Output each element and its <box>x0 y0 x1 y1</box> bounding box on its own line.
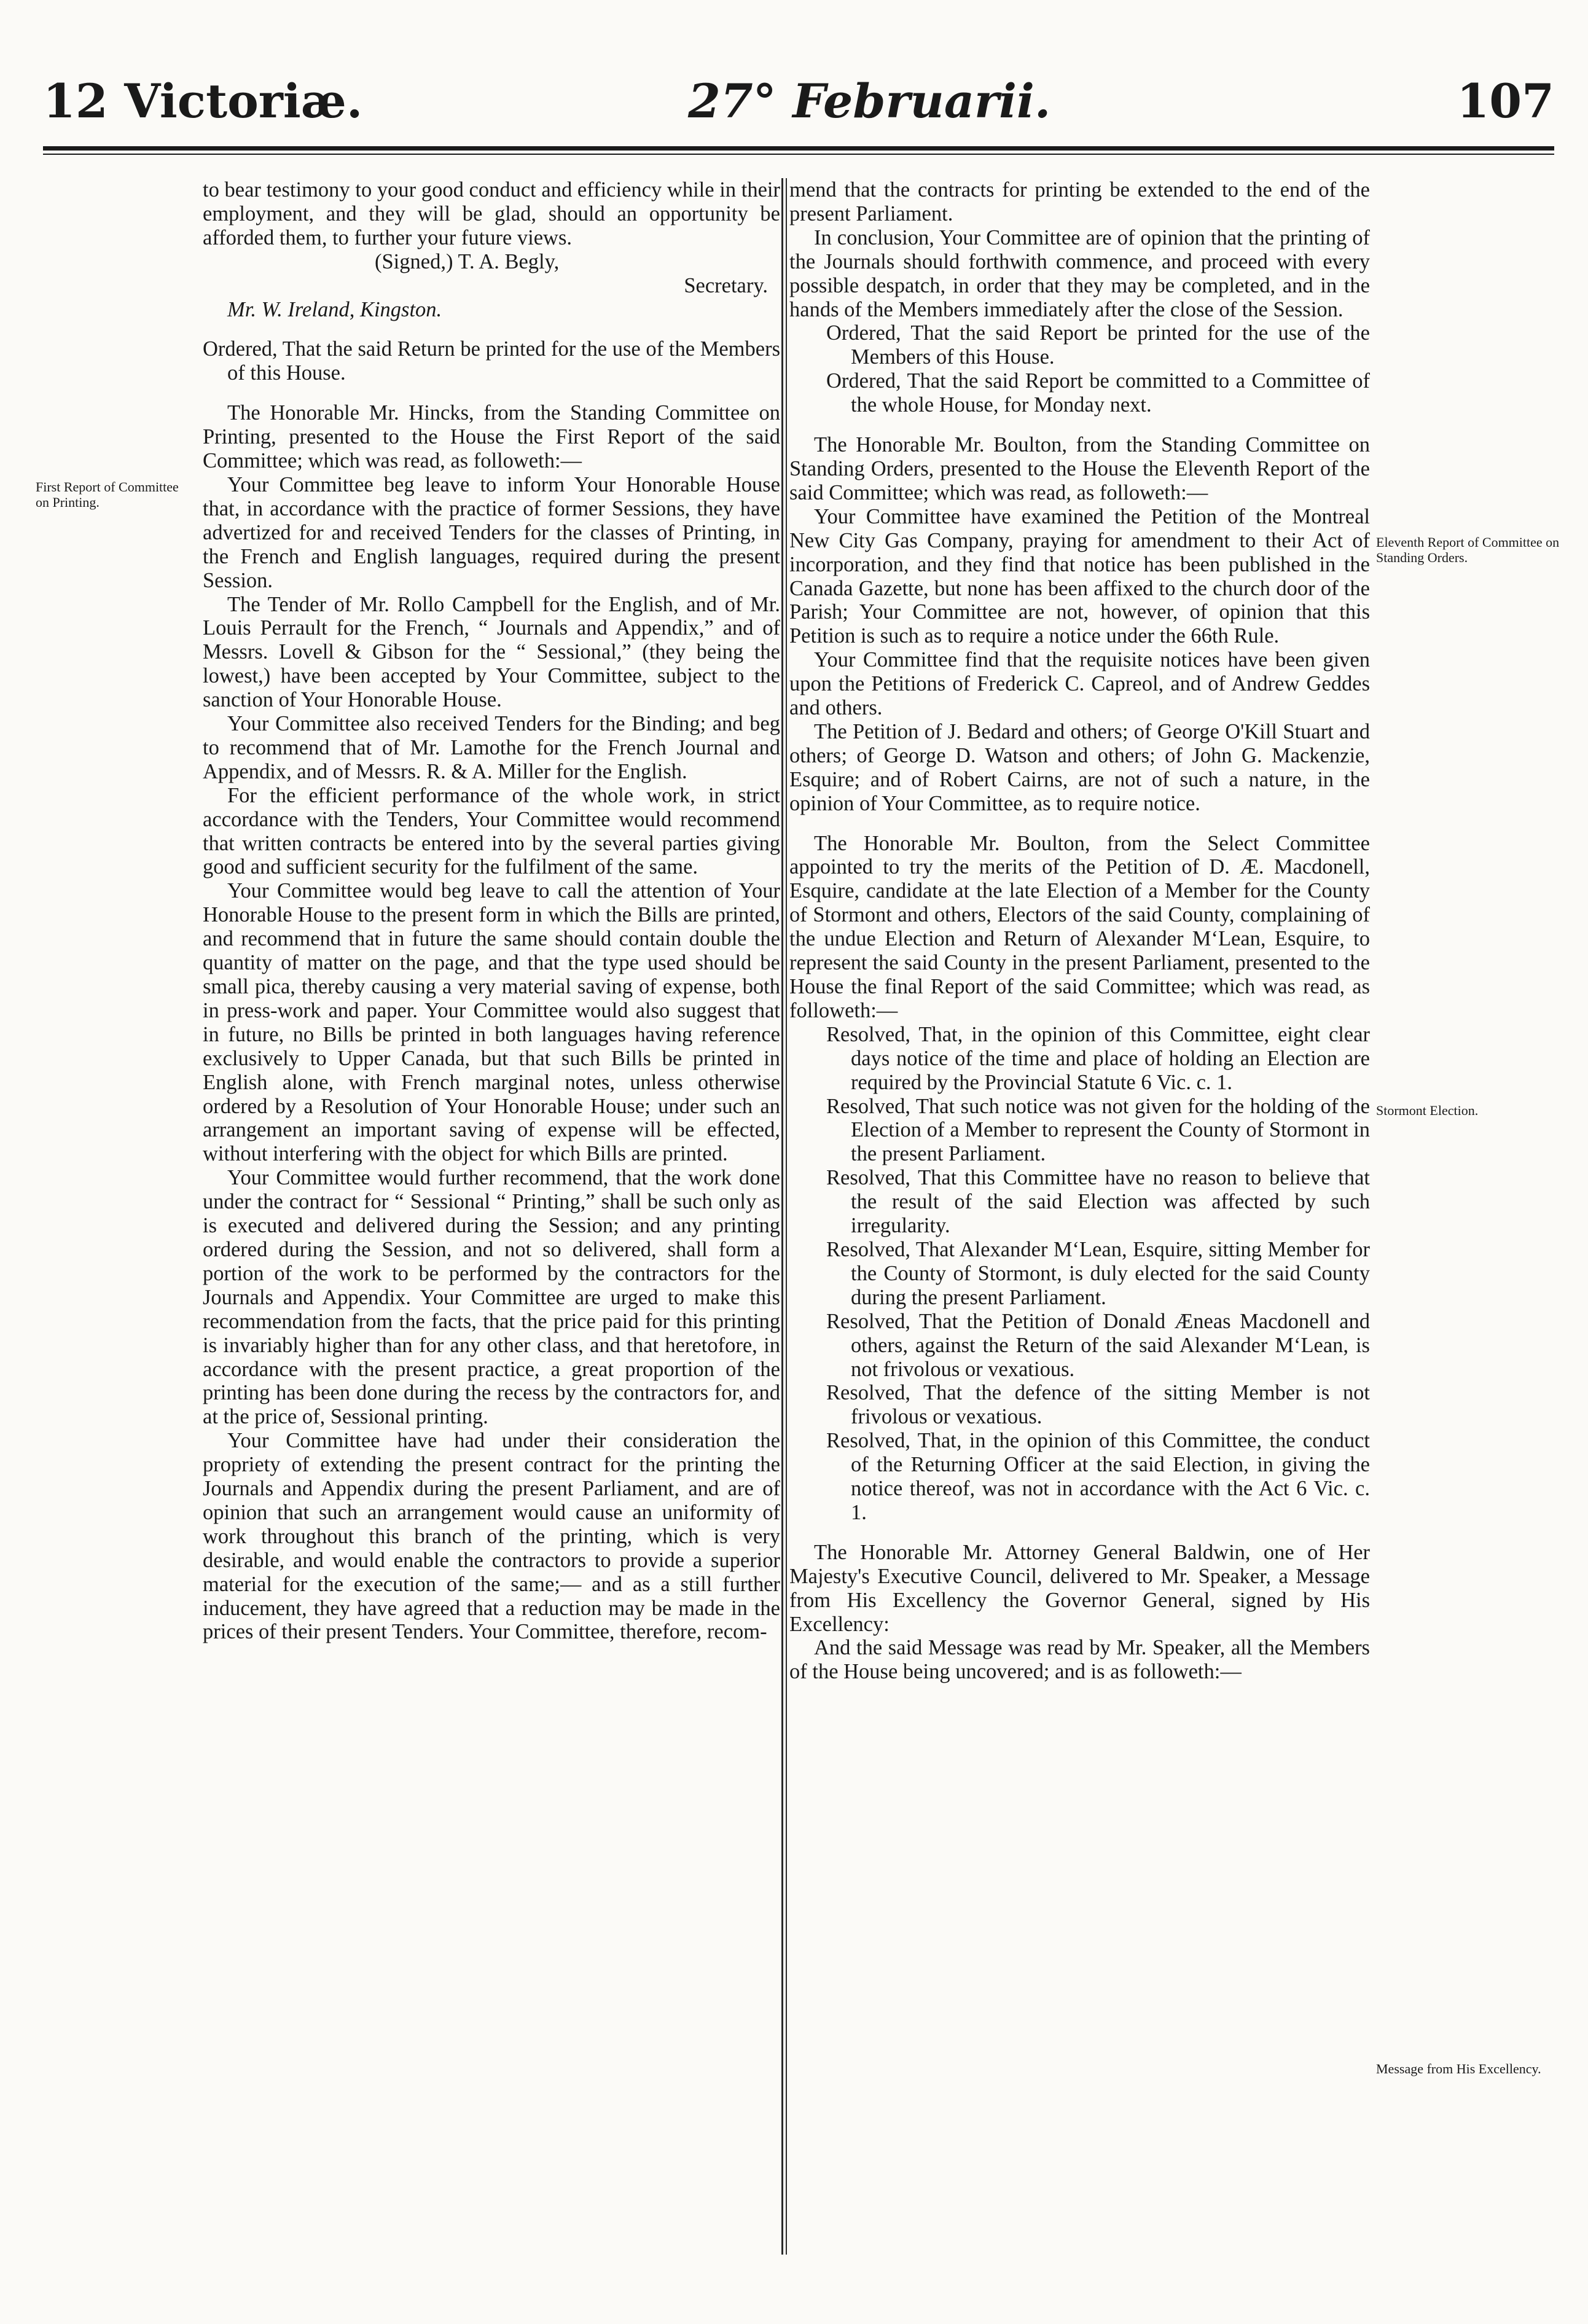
header-regnal-year: 12 Victoriæ. <box>43 74 363 128</box>
paragraph: Your Committee also received Tenders for the Binding; and beg to recommend that of Mr. Lamothe for the French Journal and Appendix, and of Messrs. R. & A. Miller for the English. <box>203 712 780 783</box>
margin-note-message: Message from His Excellency. <box>1376 2061 1541 2076</box>
running-header <box>43 74 1554 147</box>
paragraph: Your Committee have had under their consideration the propriety of extending the present contract for the printing the Journals and Appendix during the present Parliament, and are of opinion that such an arrangement would cause an uniformity of work throughout this branch of the printing, which is very desirable, and would enable the contractors to provide a superior material for the execution of the same;— and as a still further inducement, they have agreed that a reduction may be made in the prices of their present Tenders. Your Committee, therefore, recom- <box>203 1429 780 1644</box>
paragraph-boulton-report: The Honorable Mr. Boulton, from the Standing Committee on Standing Orders, presented to the House the Eleventh Report of the said Committee; which was read, as followeth:— <box>789 433 1370 504</box>
resolution: Resolved, That, in the opinion of this Committee, the conduct of the Returning Officer at the said Election, in giving the notice thereof, was not in accordance with the Act 6 Vic. c. 1. <box>826 1429 1370 1524</box>
order-print-report: Ordered, That the said Report be printed for the use of the Members of this House. <box>826 321 1370 369</box>
resolution: Resolved, That the Petition of Donald Æneas Macdonell and others, against the Return of the said Alexander M‘Lean, is not frivolous or vexatious. <box>826 1309 1370 1381</box>
margin-note-eleventh-report: Eleventh Report of Committee on Standing Orders. <box>1376 534 1560 565</box>
header-date: 27° Februarii. <box>688 74 1051 128</box>
resolution: Resolved, That, in the opinion of this Committee, eight clear days notice of the time and place of holding an Election are required by the Provincial Statute 6 Vic. c. 1. <box>826 1022 1370 1094</box>
paragraph: Your Committee would further recommend, that the work done under the contract for “ Sessional “ Printing,” shall be such only as is executed and delivered during the Session; and any printing ordered during the Session, and not so delivered, shall form a portion of the work to be performed by the contractors for the Journals and Appendix. Your Committee are urged to make this recommendation from the facts, that the price paid for this printing is invariably higher than for any other class, and that heretofore, in accordance with the present practice, a great proportion of the printing has been done during the recess by the contractors for, and at the price of, Sessional printing. <box>203 1166 780 1429</box>
paragraph: mend that the contracts for printing be extended to the end of the present Parliament. <box>789 178 1370 225</box>
margin-note-stormont: Stormont Election. <box>1376 1103 1479 1118</box>
paragraph: to bear testimony to your good conduct and efficiency while in their employment, and they will be glad, should an opportunity be afforded them, to further your future views. <box>203 178 780 249</box>
paragraph-stormont-report: The Honorable Mr. Boulton, from the Select Committee appointed to try the merits of the Petition of D. Æ. Macdonell, Esquire, candidate at the late Election of a Member for the County of Stormont and others, Electors of the said County, complaining of the undue Election and Return of Alexander M‘Lean, Esquire, to represent the said County in the present Parliament, presented to the House the final Report of the said Committee; which was read, as followeth:— <box>789 831 1370 1022</box>
paragraph: Your Committee find that the requisite notices have been given upon the Petitions of Frederick C. Capreol, and of Andrew Geddes and others. <box>789 648 1370 720</box>
paragraph: For the efficient performance of the whole work, in strict accordance with the Tenders, Your Committee would recommend that written contracts be entered into by the several parties giving good and sufficient security for the fulfilment of the same. <box>203 783 780 879</box>
paragraph: Your Committee would beg leave to call the attention of Your Honorable House to the present form in which the Bills are printed, and recommend that in future the same should contain double the quantity of matter on the page, and that the type used should be small pica, thereby causing a very material saving of expense, both in press-work and paper. Your Committee would also suggest that in future, no Bills be printed in both languages having reference exclusively to Upper Canada, but that such Bills be printed in English alone, with French marginal notes, unless otherwise ordered by a Resolution of Your Honorable House; under such an arrangement an important saving of expense will be effected, without interfering with the object for which Bills are printed. <box>203 879 780 1166</box>
header-rule-thin <box>43 154 1554 155</box>
page-number: 107 <box>1457 74 1554 128</box>
addressee: Mr. W. Ireland, Kingston. <box>227 297 442 321</box>
left-column <box>203 178 780 1644</box>
column-divider <box>781 178 783 2255</box>
margin-note-first-report: First Report of Committee on Printing. <box>36 479 179 510</box>
order-commit-report: Ordered, That the said Report be committed to a Committee of the whole House, for Monday next. <box>826 369 1370 417</box>
paragraph: The Tender of Mr. Rollo Campbell for the English, and of Mr. Louis Perrault for the French, “ Journals and Appendix,” and of Messrs. Lovell & Gibson for the “ Sessional,” (they being the lowest,) have been accepted by Your Committee, subject to the sanction of Your Honorable House. <box>203 592 780 712</box>
paragraph: The Petition of J. Bedard and others; of George O'Kill Stuart and others; of George D. Watson and others; of John G. Mackenzie, Esquire; and of Robert Cairns, are not of such a nature, in the opinion of Your Committee, as to require notice. <box>789 719 1370 815</box>
paragraph-hincks-report: The Honorable Mr. Hincks, from the Standing Committee on Printing, presented to the House the First Report of the said Committee; which was read, as followeth:— <box>203 401 780 473</box>
resolution: Resolved, That Alexander M‘Lean, Esquire, sitting Member for the County of Stormont, is duly elected for the said County during the present Parliament. <box>826 1237 1370 1309</box>
column-divider-inner <box>786 178 787 2255</box>
paragraph-message: The Honorable Mr. Attorney General Baldwin, one of Her Majesty's Executive Council, delivered to Mr. Speaker, a Message from His Excellency the Governor General, signed by His Excellency: <box>789 1540 1370 1636</box>
paragraph: Your Committee have examined the Petition of the Montreal New City Gas Company, praying for amendment to their Act of incorporation, and they find that notice has been published in the Canada Gazette, but none has been affixed to the church door of the Parish; Your Committee are not, however, of opinion that this Petition is such as to require a notice under the 66th Rule. <box>789 504 1370 648</box>
paragraph: In conclusion, Your Committee are of opinion that the printing of the Journals should forthwith commence, and proceed with every possible despatch, in order that they may be completed, and in the hands of the Members immediately after the close of the Session. <box>789 225 1370 321</box>
signature-line: (Signed,) T. A. Begly, <box>375 249 560 273</box>
resolution: Resolved, That the defence of the sitting Member is not frivolous or vexatious. <box>826 1381 1370 1429</box>
order-print-return: Ordered, That the said Return be printed for the use of the Members of this House. <box>203 337 780 385</box>
right-column <box>789 178 1370 1684</box>
paragraph: Your Committee beg leave to inform Your Honorable House that, in accordance with the practice of former Sessions, they have advertized for and received Tenders for the classes of Printing, in the French and English languages, required during the present Session. <box>203 472 780 592</box>
paragraph: And the said Message was read by Mr. Speaker, all the Members of the House being uncovered; and is as followeth:— <box>789 1636 1370 1684</box>
resolution: Resolved, That such notice was not given for the holding of the Election of a Member to represent the County of Stormont in the present Parliament. <box>826 1094 1370 1166</box>
signature-title: Secretary. <box>684 273 768 297</box>
resolution: Resolved, That this Committee have no reason to believe that the result of the said Election was affected by such irregularity. <box>826 1166 1370 1238</box>
header-rule <box>43 146 1554 151</box>
